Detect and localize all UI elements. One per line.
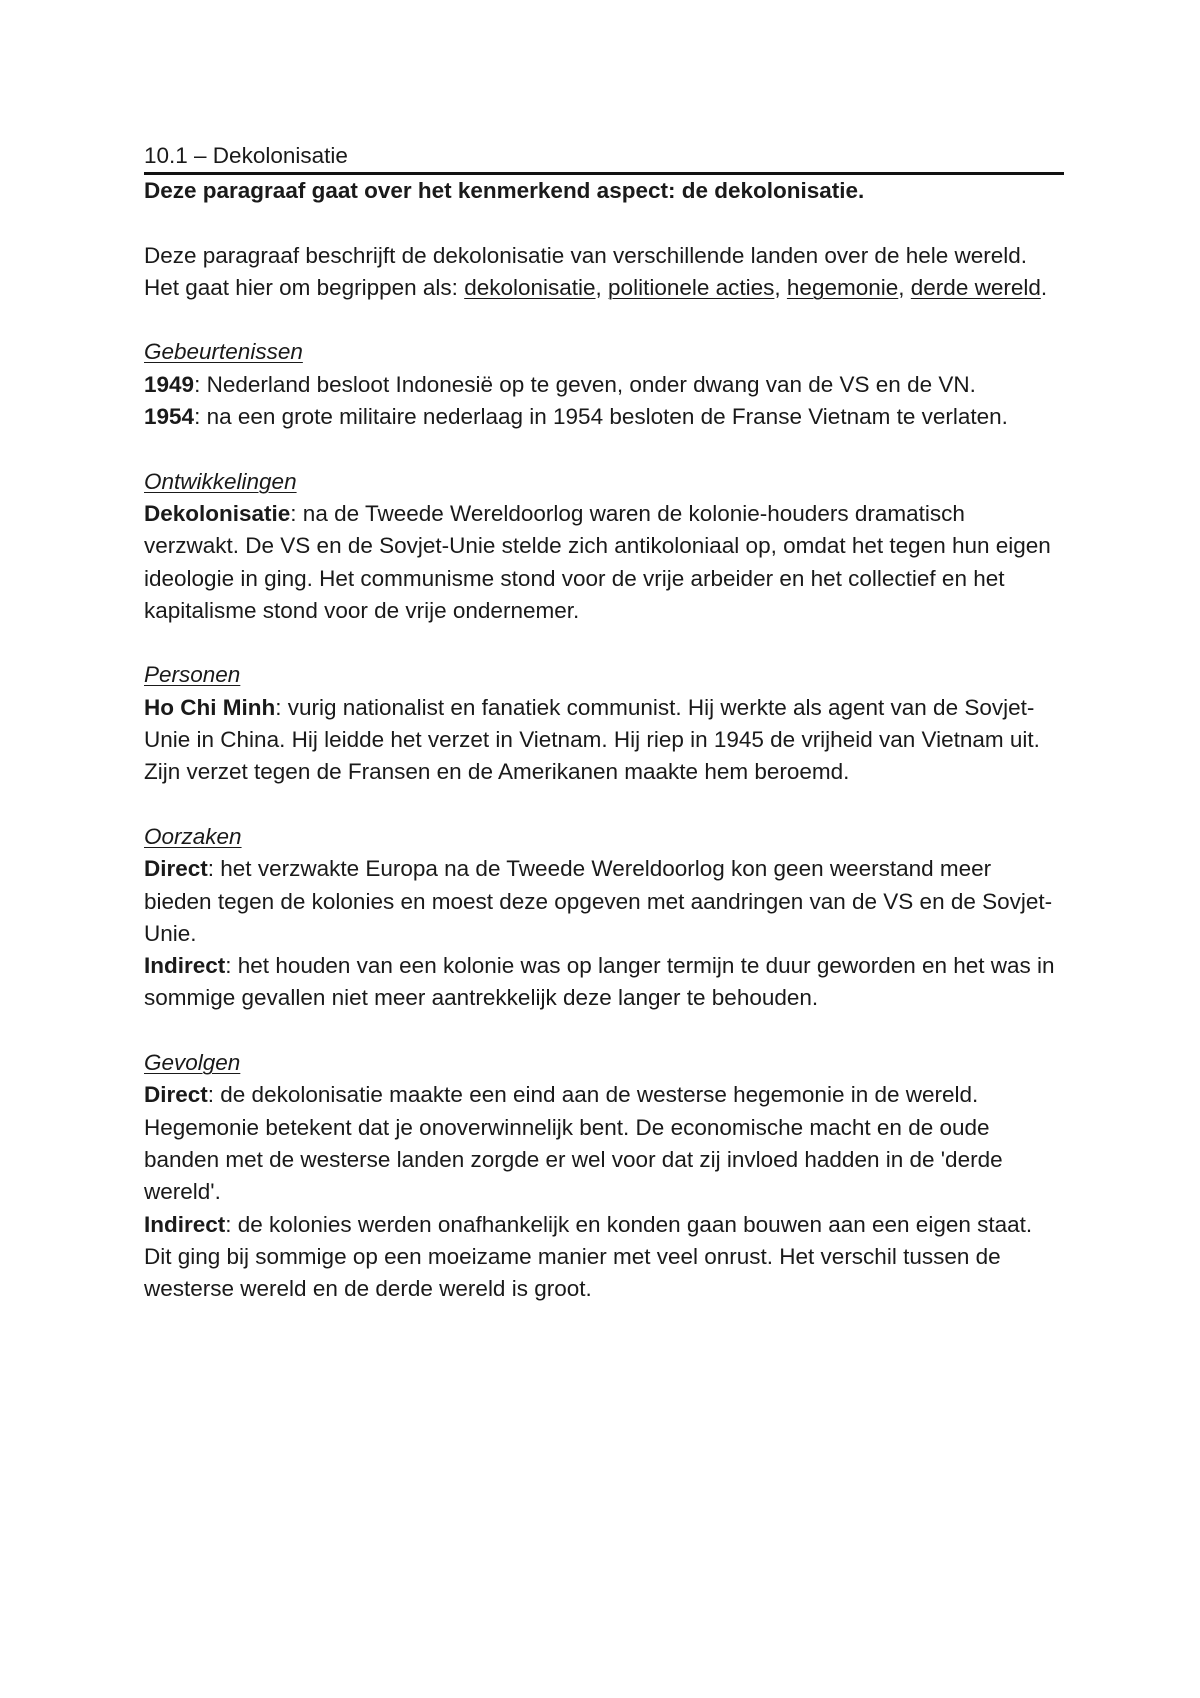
entry-text: : de dekolonisatie maakte een eind aan de westerse hegemonie in de wereld. Hegemonie betekent dat je onoverwinnelijk bent. De economische macht en de oude banden met de westerse landen zorgde er wel voor dat zij invloed hadden in de 'derde wereld'. (144, 1082, 1003, 1205)
spacer (144, 304, 1064, 336)
entry-text: : Nederland besloot Indonesië op te geven, onder dwang van de VS en de VN. (194, 371, 976, 397)
entry-label: 1949 (144, 371, 195, 397)
entry-text: : de kolonies werden onafhankelijk en konden gaan bouwen aan een eigen staat. Dit ging bij sommige op een moeizame manier met veel onrust. Het verschil tussen de westerse wereld en de derde wereld is groot. (144, 1211, 1033, 1302)
page-title: 10.1 – Dekolonisatie (144, 140, 1064, 175)
page-subtitle: Deze paragraaf gaat over het kenmerkend aspect: de dekolonisatie. (144, 178, 865, 203)
entry-1949 (144, 369, 1064, 401)
section-personen (144, 659, 1064, 788)
entry-text: : na de Tweede Wereldoorlog waren de kolonie-houders dramatisch verzwakt. De VS en de Sovjet-Unie stelde zich antikoloniaal op, omdat het tegen hun eigen ideologie in ging. Het communisme stond voor de vrije arbeider en het collectief en het kapitalisme stond voor de vrije ondernemer. (144, 500, 1051, 623)
section-gebeurtenissen (144, 336, 1064, 433)
spacer (144, 433, 1064, 465)
spacer (144, 789, 1064, 821)
entry-text: : het houden van een kolonie was op langer termijn te duur geworden en het was in sommige gevallen niet meer aantrekkelijk deze langer te behouden. (144, 953, 1055, 1011)
entry-label: 1954 (144, 404, 195, 430)
spacer (144, 1015, 1064, 1047)
entry-indirect (144, 950, 1064, 1015)
section-heading: Ontwikkelingen (144, 468, 297, 494)
entry-indirect (144, 1209, 1064, 1306)
section-gevolgen (144, 1047, 1064, 1305)
section-heading: Gevolgen (144, 1050, 241, 1076)
term-politionele-acties: politionele acties (608, 274, 775, 300)
entry-label: Indirect (144, 953, 226, 979)
spacer (144, 207, 1064, 239)
entry-dekolonisatie (144, 498, 1064, 627)
entry-direct (144, 1079, 1064, 1208)
term-dekolonisatie: dekolonisatie (464, 274, 596, 300)
intro-paragraph: Deze paragraaf beschrijft de dekolonisatie van verschillende landen over de hele wereld. Het gaat hier om begrippen als: dekolonisatie, politionele acties, hegemonie, derde wereld. (144, 242, 1048, 300)
entry-1954 (144, 401, 1064, 433)
spacer (144, 627, 1064, 659)
entry-text: : vurig nationalist en fanatiek communist. Hij werkte als agent van de Sovjet-Unie in China. Hij leidde het verzet in Vietnam. Hij riep in 1945 de vrijheid van Vietnam uit. Zijn verzet tegen de Fransen en de Amerikanen maakte hem beroemd. (144, 694, 1040, 785)
entry-label: Ho Chi Minh (144, 694, 276, 720)
section-oorzaken (144, 821, 1064, 1015)
entry-label: Dekolonisatie (144, 500, 291, 526)
entry-ho-chi-minh (144, 692, 1064, 789)
entry-text: : na een grote militaire nederlaag in 1954 besloten de Franse Vietnam te verlaten. (194, 404, 1008, 430)
entry-direct (144, 853, 1064, 950)
intro-text: Deze paragraaf beschrijft de dekolonisatie van verschillende landen over de hele wereld. Het gaat hier om begrippen als: (144, 242, 1028, 300)
term-hegemonie: hegemonie (786, 274, 899, 300)
entry-label: Indirect (144, 1211, 226, 1237)
entry-text: : het verzwakte Europa na de Tweede Wereldoorlog kon geen weerstand meer bieden tegen de kolonies en moest deze opgeven met aandringen van de VS en de Sovjet-Unie. (144, 856, 1053, 946)
section-ontwikkelingen (144, 466, 1064, 627)
section-heading: Oorzaken (144, 823, 242, 849)
term-derde-wereld: derde wereld (910, 274, 1041, 300)
entry-label: Direct (144, 856, 208, 882)
section-heading: Gebeurtenissen (144, 339, 303, 365)
document-page (144, 140, 1064, 1305)
entry-label: Direct (144, 1082, 208, 1108)
section-heading: Personen (144, 662, 241, 688)
